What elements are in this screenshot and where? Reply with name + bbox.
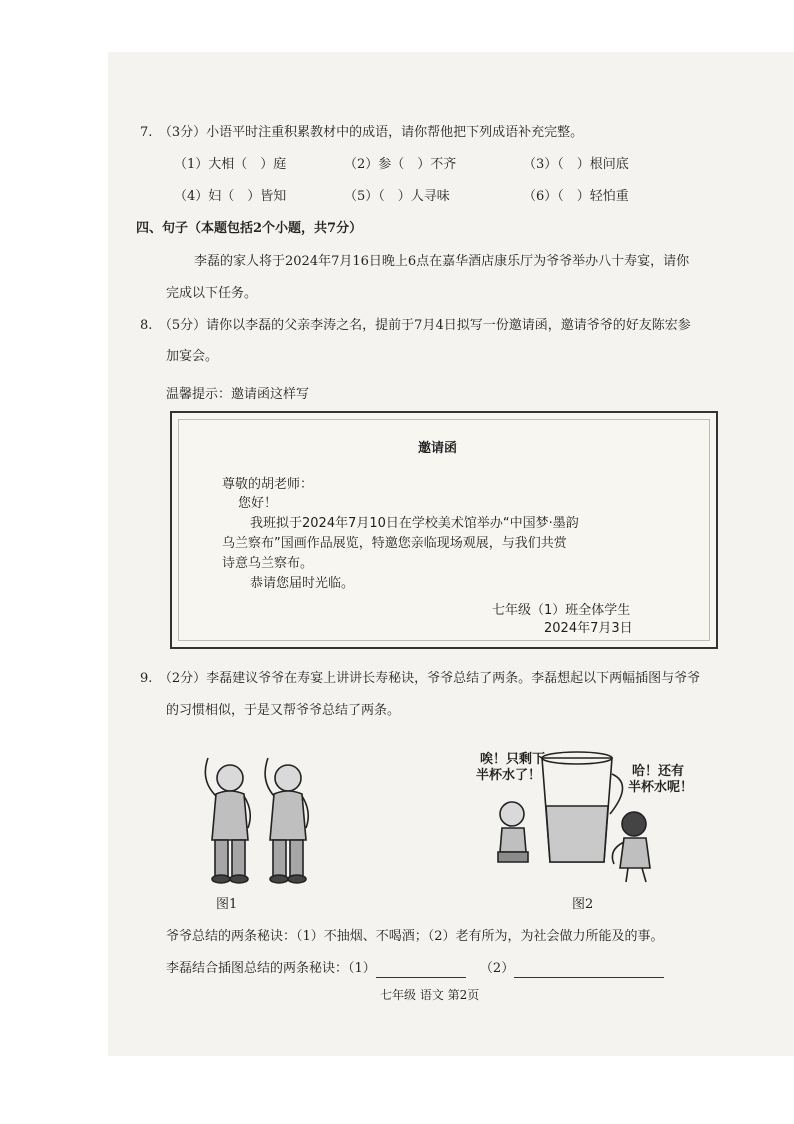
page-footer: 七年级 语文 第2页 [380,988,480,1002]
section-intro-line1: 李磊的家人将于2024年7月16日晚上6点在嘉华酒店康乐厅为爷爷举办八十寿宴，请你 [194,254,690,269]
idiom-item-3: （3）（ ）根问底 [523,157,629,172]
invitation-date: 2024年7月3日 [544,621,633,636]
q8-tip: 温馨提示：邀请函这样写 [166,387,310,402]
invitation-salutation: 尊敬的胡老师： [222,477,314,492]
speech-bubble-left-line2: 半杯水了！ [476,768,542,783]
figure2-caption: 图2 [572,897,594,912]
q8-stem-line1: 8. （5分）请你以李磊的父亲李涛之名，提前于7月4日拟写一份邀请函，邀请爷爷的好友陈宏参 [140,318,691,333]
answer-blank-2[interactable] [514,963,664,978]
figure1-caption: 图1 [216,897,238,912]
invitation-body-line1: 我班拟于2024年7月10日在学校美术馆举办“中国梦·墨韵 [250,516,579,531]
grandpa-secrets: 爷爷总结的两条秘诀：（1）不抽烟、不喝酒；（2）老有所为，为社会做力所能及的事。 [166,929,664,944]
idiom-item-1: （1）大相（ ）庭 [174,157,287,172]
speech-bubble-right-line2: 半杯水呢！ [628,780,694,795]
section-heading: 四、句子（本题包括2个小题，共7分） [136,221,363,236]
invitation-greeting: 您好！ [238,496,278,511]
invitation-signer: 七年级（1）班全体学生 [492,603,631,618]
invitation-body-line3: 诗意乌兰察布。 [222,556,314,571]
idiom-item-4: （4）妇（ ）皆知 [174,189,287,204]
idiom-item-6: （6）（ ）轻怕重 [523,189,629,204]
q9-stem-line1: 9. （2分）李磊建议爷爷在寿宴上讲讲长寿秘诀，爷爷总结了两条。李磊想起以下两幅插图与爷爷 [140,671,701,686]
lilei-secrets-second-label: （2） [479,961,515,976]
section-intro-line2: 完成以下任务。 [166,286,258,301]
figure1-exercising-elders-illustration [188,744,330,888]
lilei-secrets-prefix: 李磊结合插图总结的两条秘诀：（1） [166,961,376,976]
idiom-item-5: （5）（ ）人寻味 [344,189,450,204]
invitation-title: 邀请函 [418,441,458,456]
idiom-item-2: （2）参（ ）不齐 [344,157,457,172]
answer-blank-1[interactable] [376,963,466,978]
speech-bubble-left-line1: 唉！只剩下 [480,752,546,767]
speech-bubble-right-line1: 哈！还有 [632,764,685,779]
q7-stem: 7. （3分）小语平时注重积累教材中的成语，请你帮他把下列成语补充完整。 [140,125,584,140]
invitation-body-line2: 乌兰察布”国画作品展览，特邀您亲临现场观展，与我们共赏 [222,536,567,551]
invitation-closing: 恭请您届时光临。 [250,576,355,591]
q8-stem-line2: 加宴会。 [166,349,219,364]
q9-stem-line2: 的习惯相似，于是又帮爷爷总结了两条。 [166,703,401,718]
lilei-secrets-line [166,960,664,978]
